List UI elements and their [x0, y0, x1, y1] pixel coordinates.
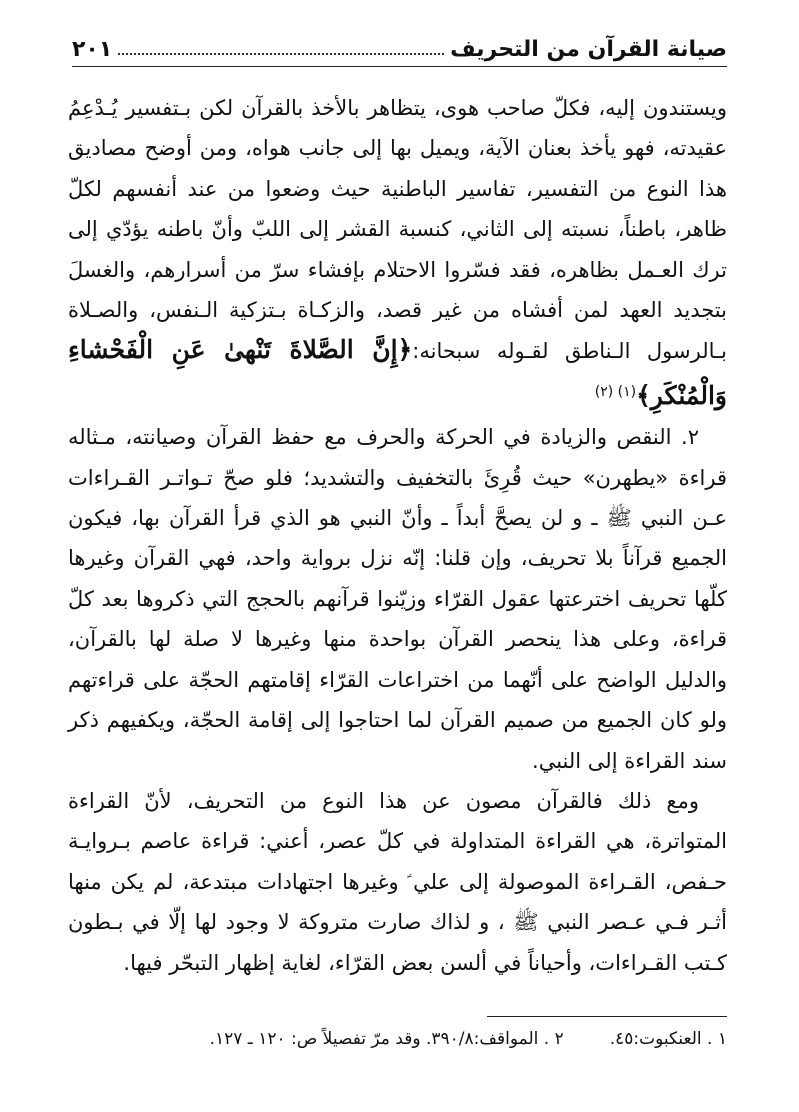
running-header	[72, 28, 727, 62]
footnote-1: ١ . العنكبوت:٤٥.	[609, 1029, 727, 1049]
header-rule	[72, 66, 727, 67]
page-number: ٢٠١	[72, 37, 113, 62]
footnote-references: (١) (٢)	[594, 383, 637, 400]
footnotes	[72, 1026, 727, 1052]
paragraph-1	[68, 88, 727, 417]
footnote-2: ٢ . المواقف:٣٩٠/٨. وقد مرّ تفصيلاً ص: ١٢٠ ـ ١٢٧.	[209, 1029, 564, 1049]
quran-verse: ﴿إِنَّ الصَّلاةَ تَنْهىٰ عَنِ الْفَحْشاءِ وَالْمُنْكَرِ﴾	[68, 335, 727, 410]
paragraph-3: ومع ذلك فالقرآن مصون عن هذا النوع من التحريف، لأنّ القراءة المتواترة، هي القراءة المتداولة في كلّ عصر، أعني: قراءة عاصم بـروايـة حـفص، القـراءة الموصولة إلى علي ؑ وغيرها اجتهادات مبتدعة، لم يكن منها أثـر فـي عـصر النبي ﷺ ، و لذاك صارت متروكة لا وجود لها إلّا في بـطون كـتب القـراءات، وأحياناً في ألسن بعض القرّاء، لغاية إظهار التبحّر فيها.	[68, 788, 727, 975]
leader-dots	[118, 52, 444, 55]
paragraph-2: ٢. النقص والزيادة في الحركة والحرف مع حفظ القرآن وصيانته، مـثاله قراءة «يطهرن» حيث قُرِئَ بالتخفيف والتشديد؛ فلو صحّ تـواتـر القـراءات عـن النبي ﷺ ـ و لن يصحَّ أبداً ـ وأنّ النبي هو الذي قرأ القرآن بها، فيكون الجميع قرآناً بلا تحريف، وإن قلنا: إنّه نزل برواية واحد، فهي القرآن وغيرها كلّها تحريف اخترعتها عقول القرّاء وزيّنوا قرآنهم بالحجج التي ذكروها بعد كلّ قراءة، وعلى هذا ينحصر القرآن بواحدة منها وغيرها لا صلة لها بالقرآن، والدليل الواضح على أنّهما من اختراعات القرّاء إقامتهم الحجّة على قراءتهم ولو كان الجميع من صميم القرآن لما احتاجوا إلى إقامة الحجّة، ويكفيهم ذكر سند القراءة إلى النبي.	[68, 425, 727, 773]
main-text	[68, 88, 727, 983]
footnote-rule	[487, 1016, 727, 1017]
paragraph-1-text: ويستندون إليه، فكلّ صاحب هوى، يتظاهر بالأخذ بالقرآن لكن بـتفسير يُـدْعِمُ عقيدته، فهو يأخذ بعنان الآية، ويميل بها إلى جانب هواه، ومن أوضح مصاديق هذا النوع من التفسير، تفاسير الباطنية حيث وضعوا من عند أنفسهم لكلّ ظاهر، باطناً، نسبته إلى الثاني، كنسبة القشر إلى اللبّ وأنّ باطنه يؤدّي إلى ترك العـمل بظاهره، فقد فسّروا الاحتلام بإفشاء سرّ من أسرارهم، والغسلَ بتجديد العهد لمن أفشاه من غير قصد، والزكـاة بـتزكية الـنفس، والصـلاة بـالرسول الـناطق لقـوله سبحانه:	[68, 96, 728, 364]
running-title: صيانة القرآن من التحريف	[450, 37, 727, 62]
